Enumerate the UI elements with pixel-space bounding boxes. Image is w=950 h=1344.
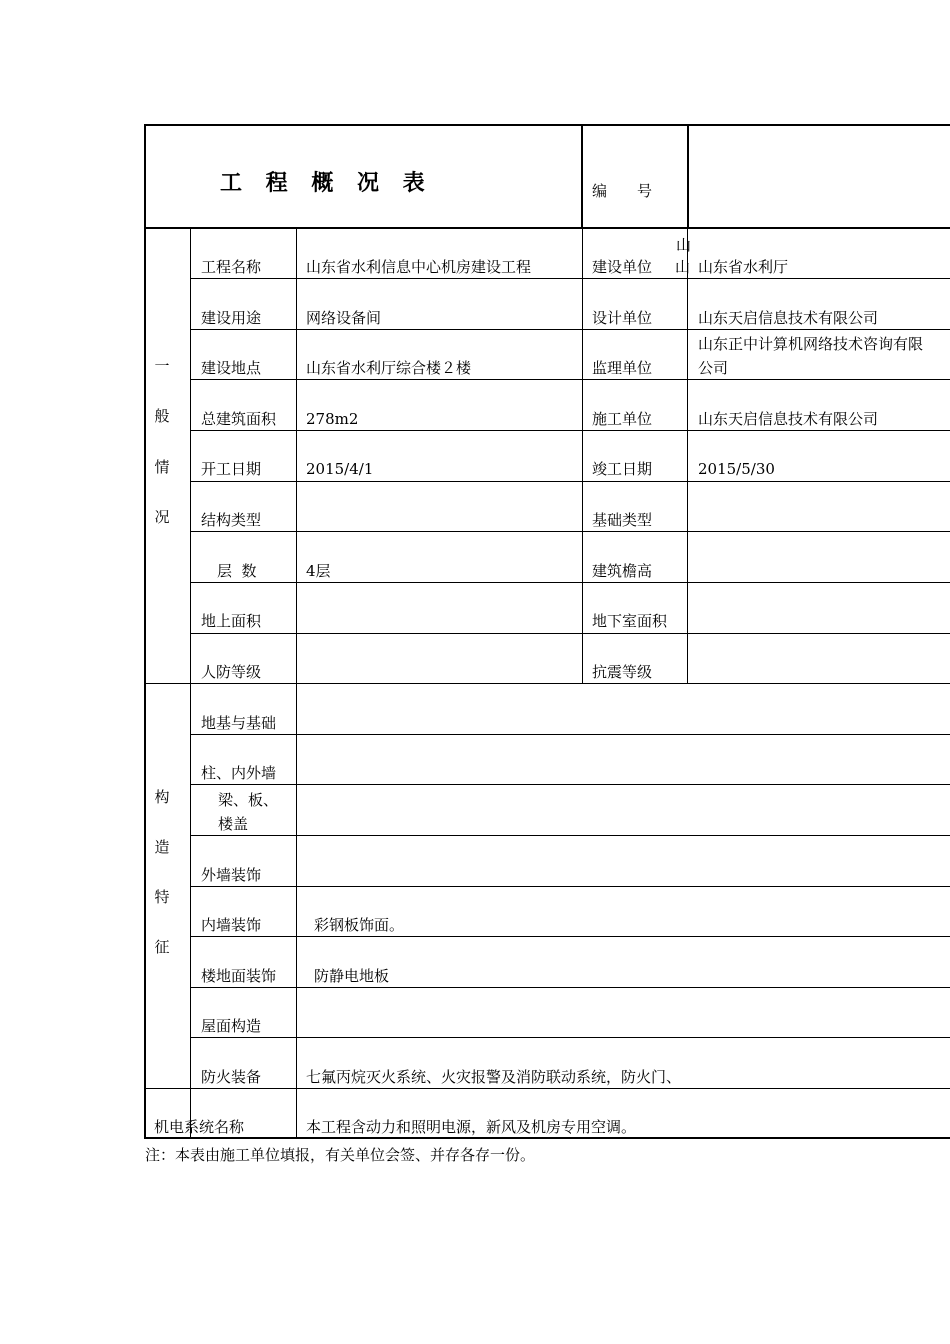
field-label: 设计单位 (592, 309, 653, 327)
field-label: 建设单位 (592, 258, 653, 276)
structure-label: 楼地面装饰 (201, 967, 277, 985)
field-label: 抗震等级 (592, 663, 653, 681)
structure-label: 梁、板、 (218, 791, 279, 809)
field-value[interactable]: 山东天启信息技术有限公司 (698, 309, 879, 327)
field-label: 人防等级 (201, 663, 262, 681)
left-border (144, 124, 146, 1139)
field-value-cont: 公司 (698, 359, 729, 377)
mep-label: 机电系统名称 (154, 1118, 245, 1136)
field-value[interactable]: 2015/5/30 (698, 460, 775, 478)
field-label: 结构类型 (201, 511, 262, 529)
code-label: 编 号 (592, 182, 653, 200)
field-label: 建筑檐高 (592, 562, 653, 580)
top-border (144, 124, 950, 126)
structure-label: 柱、内外墙 (201, 764, 277, 782)
mep-value[interactable]: 本工程含动力和照明电源，新风及机房专用空调。 (306, 1118, 637, 1136)
field-value[interactable]: 山东省水利厅 (698, 258, 789, 276)
footnote: 注：本表由施工单位填报，有关单位会签、并存各存一份。 (145, 1146, 536, 1164)
field-value[interactable]: 网络设备间 (306, 309, 382, 327)
field-label: 建设地点 (201, 359, 262, 377)
field-value[interactable]: 山东天启信息技术有限公司 (698, 410, 879, 428)
field-label: 总建筑面积 (201, 410, 277, 428)
field-label: 开工日期 (201, 460, 262, 478)
stray-char: 山 (676, 236, 692, 254)
field-label: 层 数 (217, 562, 257, 580)
structure-label: 防火装备 (201, 1068, 262, 1086)
structure-label: 外墙装饰 (201, 866, 262, 884)
field-value[interactable]: 278m2 (306, 410, 359, 428)
structure-label: 屋面构造 (201, 1017, 262, 1035)
field-label: 监理单位 (592, 359, 653, 377)
structure-value[interactable]: 七氟丙烷灭火系统、火灾报警及消防联动系统，防火门、 (306, 1068, 682, 1086)
field-label: 工程名称 (201, 258, 262, 276)
structure-value[interactable]: 彩钢板饰面。 (314, 916, 405, 934)
field-label: 地下室面积 (592, 612, 668, 630)
stray-char: 山 (675, 258, 691, 276)
field-value[interactable]: 山东正中计算机网络技术咨询有限 (698, 335, 924, 353)
field-value[interactable]: 4层 (306, 562, 331, 580)
field-label: 施工单位 (592, 410, 653, 428)
structure-label: 地基与基础 (201, 714, 277, 732)
page-title: 工 程 概 况 表 (220, 171, 433, 196)
structure-label: 内墙装饰 (201, 916, 262, 934)
field-label: 竣工日期 (592, 460, 653, 478)
structure-label-cont: 楼盖 (218, 815, 249, 833)
field-label: 地上面积 (201, 612, 262, 630)
field-value[interactable]: 2015/4/1 (306, 460, 374, 478)
field-label: 建设用途 (201, 309, 262, 327)
field-value[interactable]: 山东省水利信息中心机房建设工程 (306, 258, 532, 276)
field-value[interactable]: 山东省水利厅综合楼２楼 (306, 359, 472, 377)
field-label: 基础类型 (592, 511, 653, 529)
structure-value[interactable]: 防静电地板 (314, 967, 390, 985)
